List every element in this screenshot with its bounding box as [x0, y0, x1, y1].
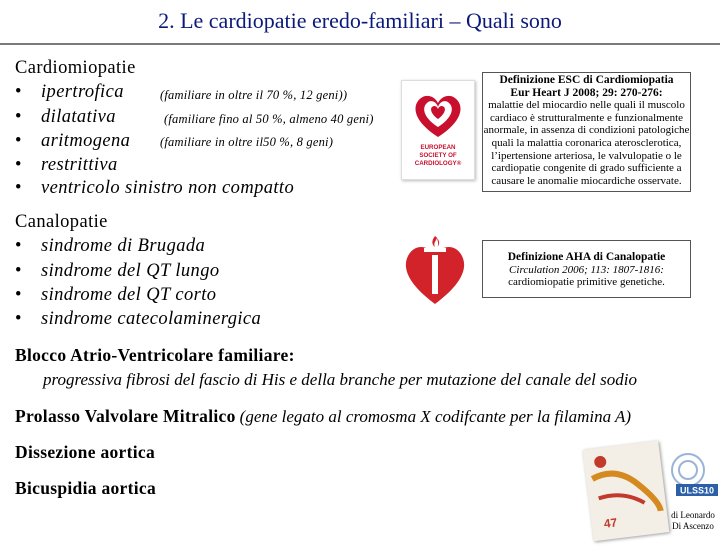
esc-heart-icon: [402, 81, 474, 179]
ulss-label: ULSS10: [679, 485, 715, 496]
svg-text:EUROPEAN: EUROPEAN: [420, 144, 456, 151]
prolasso-description: (gene legato al cromosma X codifcante per la filamina A): [239, 407, 632, 426]
esc-box-body: malattie del miocardio nelle quali il muscolo cardiaco è strutturalmente e funzionalmente anormale, in assenza di condizioni patologiche quali la malattia coronarica aterosclerotica, l’ipertensione arteriosa, le valvulopatie o le cardiopatie congenite di grado sufficiente a causare le anomalie miocardiche osservate.: [483, 99, 690, 187]
canal-item-qt-corto: • sindrome del QT corto: [15, 285, 217, 305]
author-credit: [668, 510, 718, 532]
note-ipertrofica: (familiare in oltre il 70 %, 12 geni)): [160, 88, 348, 102]
prolasso-line: [15, 406, 631, 427]
cardio-item-dilatativa: • dilatativa: [15, 107, 116, 127]
esc-box-citation: Eur Heart J 2008; 29: 270-276:: [510, 86, 663, 99]
cardiomiopatie-heading: Cardiomiopatie: [15, 58, 136, 78]
poster-artwork-icon: [583, 441, 670, 542]
canal-item-brugada: • sindrome di Brugada: [15, 236, 206, 256]
ulss-logo: [668, 450, 718, 510]
blocco-description: progressiva fibrosi del fascio di His e della branche per mutazione del canale del sodio: [43, 370, 637, 389]
note-dilatativa: (familiare fino al 50 %, almeno 40 geni): [164, 112, 374, 126]
esc-logo: [401, 80, 475, 180]
svg-text:SOCIETY OF: SOCIETY OF: [419, 152, 457, 159]
cardio-item-vsnc: • ventricolo sinistro non compatto: [15, 178, 295, 198]
cardio-item-ipertrofica: • ipertrofica: [15, 82, 124, 102]
prolasso-heading: Prolasso Valvolare Mitralico: [15, 406, 236, 426]
aha-logo: [402, 230, 468, 306]
blocco-heading: Blocco Atrio-Ventricolare familiare:: [15, 345, 295, 365]
dissezione-heading: Dissezione aortica: [15, 442, 156, 462]
esc-definition-box: [482, 72, 691, 192]
esc-box-title: Definizione ESC di Cardiomiopatia: [499, 74, 674, 86]
aha-heart-torch-icon: [402, 230, 468, 306]
canal-item-qt-lungo: • sindrome del QT lungo: [15, 261, 220, 281]
author-line1: di Leonardo: [671, 510, 715, 520]
poster-number: 47: [602, 515, 618, 531]
aha-box-body: cardiomiopatie primitive genetiche.: [508, 276, 665, 289]
author-line2: Di Ascenzo: [672, 521, 714, 531]
title-divider: [0, 43, 720, 45]
aha-box-citation: Circulation 2006; 113: 1807-1816:: [509, 263, 664, 276]
aha-box-title: Definizione AHA di Canalopatie: [507, 251, 666, 263]
cardio-item-aritmogena: • aritmogena: [15, 131, 131, 151]
cardio-item-restrittiva: • restrittiva: [15, 155, 118, 175]
bicuspidia-heading: Bicuspidia aortica: [15, 478, 157, 498]
canal-item-catecolaminergica: • sindrome catecolaminergica: [15, 309, 262, 329]
aha-definition-box: [482, 240, 691, 298]
congress-poster-image: [583, 441, 670, 542]
canalopatie-heading: Canalopatie: [15, 212, 108, 232]
svg-text:CARDIOLOGY®: CARDIOLOGY®: [414, 160, 462, 167]
note-aritmogena: (familiare in oltre il50 %, 8 geni): [160, 135, 334, 149]
page-title: 2. Le cardiopatie eredo-familiari – Quali sono: [158, 8, 562, 33]
ulss-network-icon: [668, 450, 718, 510]
